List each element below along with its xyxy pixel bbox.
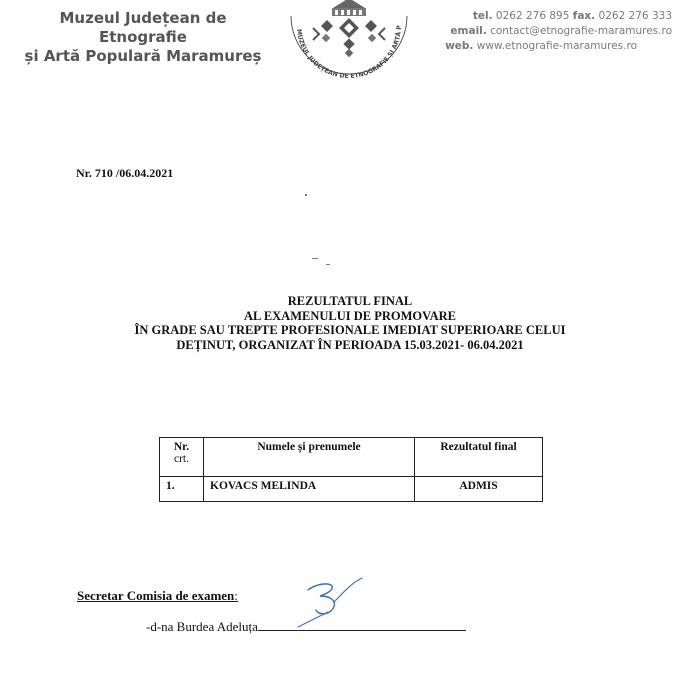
table-row — [160, 477, 543, 502]
secretary-colon: : — [234, 588, 238, 603]
contact-email — [432, 24, 672, 39]
museum-logo-icon — [283, 0, 415, 90]
scan-speck — [326, 264, 330, 265]
header-result: Rezultatul final — [415, 438, 543, 477]
web-label: web. — [445, 40, 474, 52]
contact-web — [432, 39, 672, 54]
table-header-row — [160, 438, 543, 477]
fax-value: 0262 276 333 — [598, 10, 672, 22]
title-line: REZULTATUL FINAL — [287, 294, 413, 308]
secretary-name: -d-na Burdea Adeluța — [146, 619, 258, 634]
contact-info — [432, 9, 672, 54]
logo-ring-text: MUZEUL JUDEȚEAN DE ETNOGRAFIE ȘI ARTĂ P — [295, 25, 404, 81]
document-number: Nr. 710 /06.04.2021 — [76, 166, 174, 180]
document-title — [40, 294, 660, 352]
results-table — [159, 437, 543, 502]
institution-name — [14, 9, 272, 66]
header-name: Numele și prenumele — [204, 438, 415, 477]
row-name: KOVACS MELINDA — [204, 477, 415, 502]
header-nr-line2: crt. — [173, 453, 189, 465]
secretary-heading — [77, 588, 238, 604]
contact-phone-fax — [432, 9, 672, 24]
tel-label: tel. — [472, 10, 493, 22]
email-label: email. — [450, 25, 487, 37]
title-line: ÎN GRADE SAU TREPTE PROFESIONALE IMEDIAT SUPERIOARE CELUI — [134, 323, 566, 337]
institution-name-line2: și Artă Populară Maramureș — [24, 47, 262, 65]
secretary-name-line — [146, 617, 466, 635]
title-line: AL EXAMENULUI DE PROMOVARE — [244, 308, 456, 323]
tel-value: 0262 276 895 — [495, 10, 570, 22]
secretary-label: Secretar Comisia de examen — [77, 588, 235, 603]
email-value: contact@etnografie-maramures.ro — [490, 25, 672, 37]
scan-speck — [312, 258, 318, 259]
scan-speck — [305, 194, 307, 196]
row-result: ADMIS — [415, 477, 543, 502]
title-line: DEȚINUT, ORGANIZAT ÎN PERIOADA 15.03.2021- 06.04.2021 — [176, 337, 524, 352]
header-nr-line1: Nr. — [173, 441, 190, 453]
signature-underline — [258, 617, 466, 631]
header-nr-crt — [160, 438, 204, 477]
row-nr: 1. — [160, 477, 204, 502]
web-value: www.etnografie-maramures.ro — [476, 40, 637, 52]
fax-label: fax. — [572, 10, 596, 22]
institution-name-line1: Muzeul Județean de Etnografie — [59, 9, 227, 46]
